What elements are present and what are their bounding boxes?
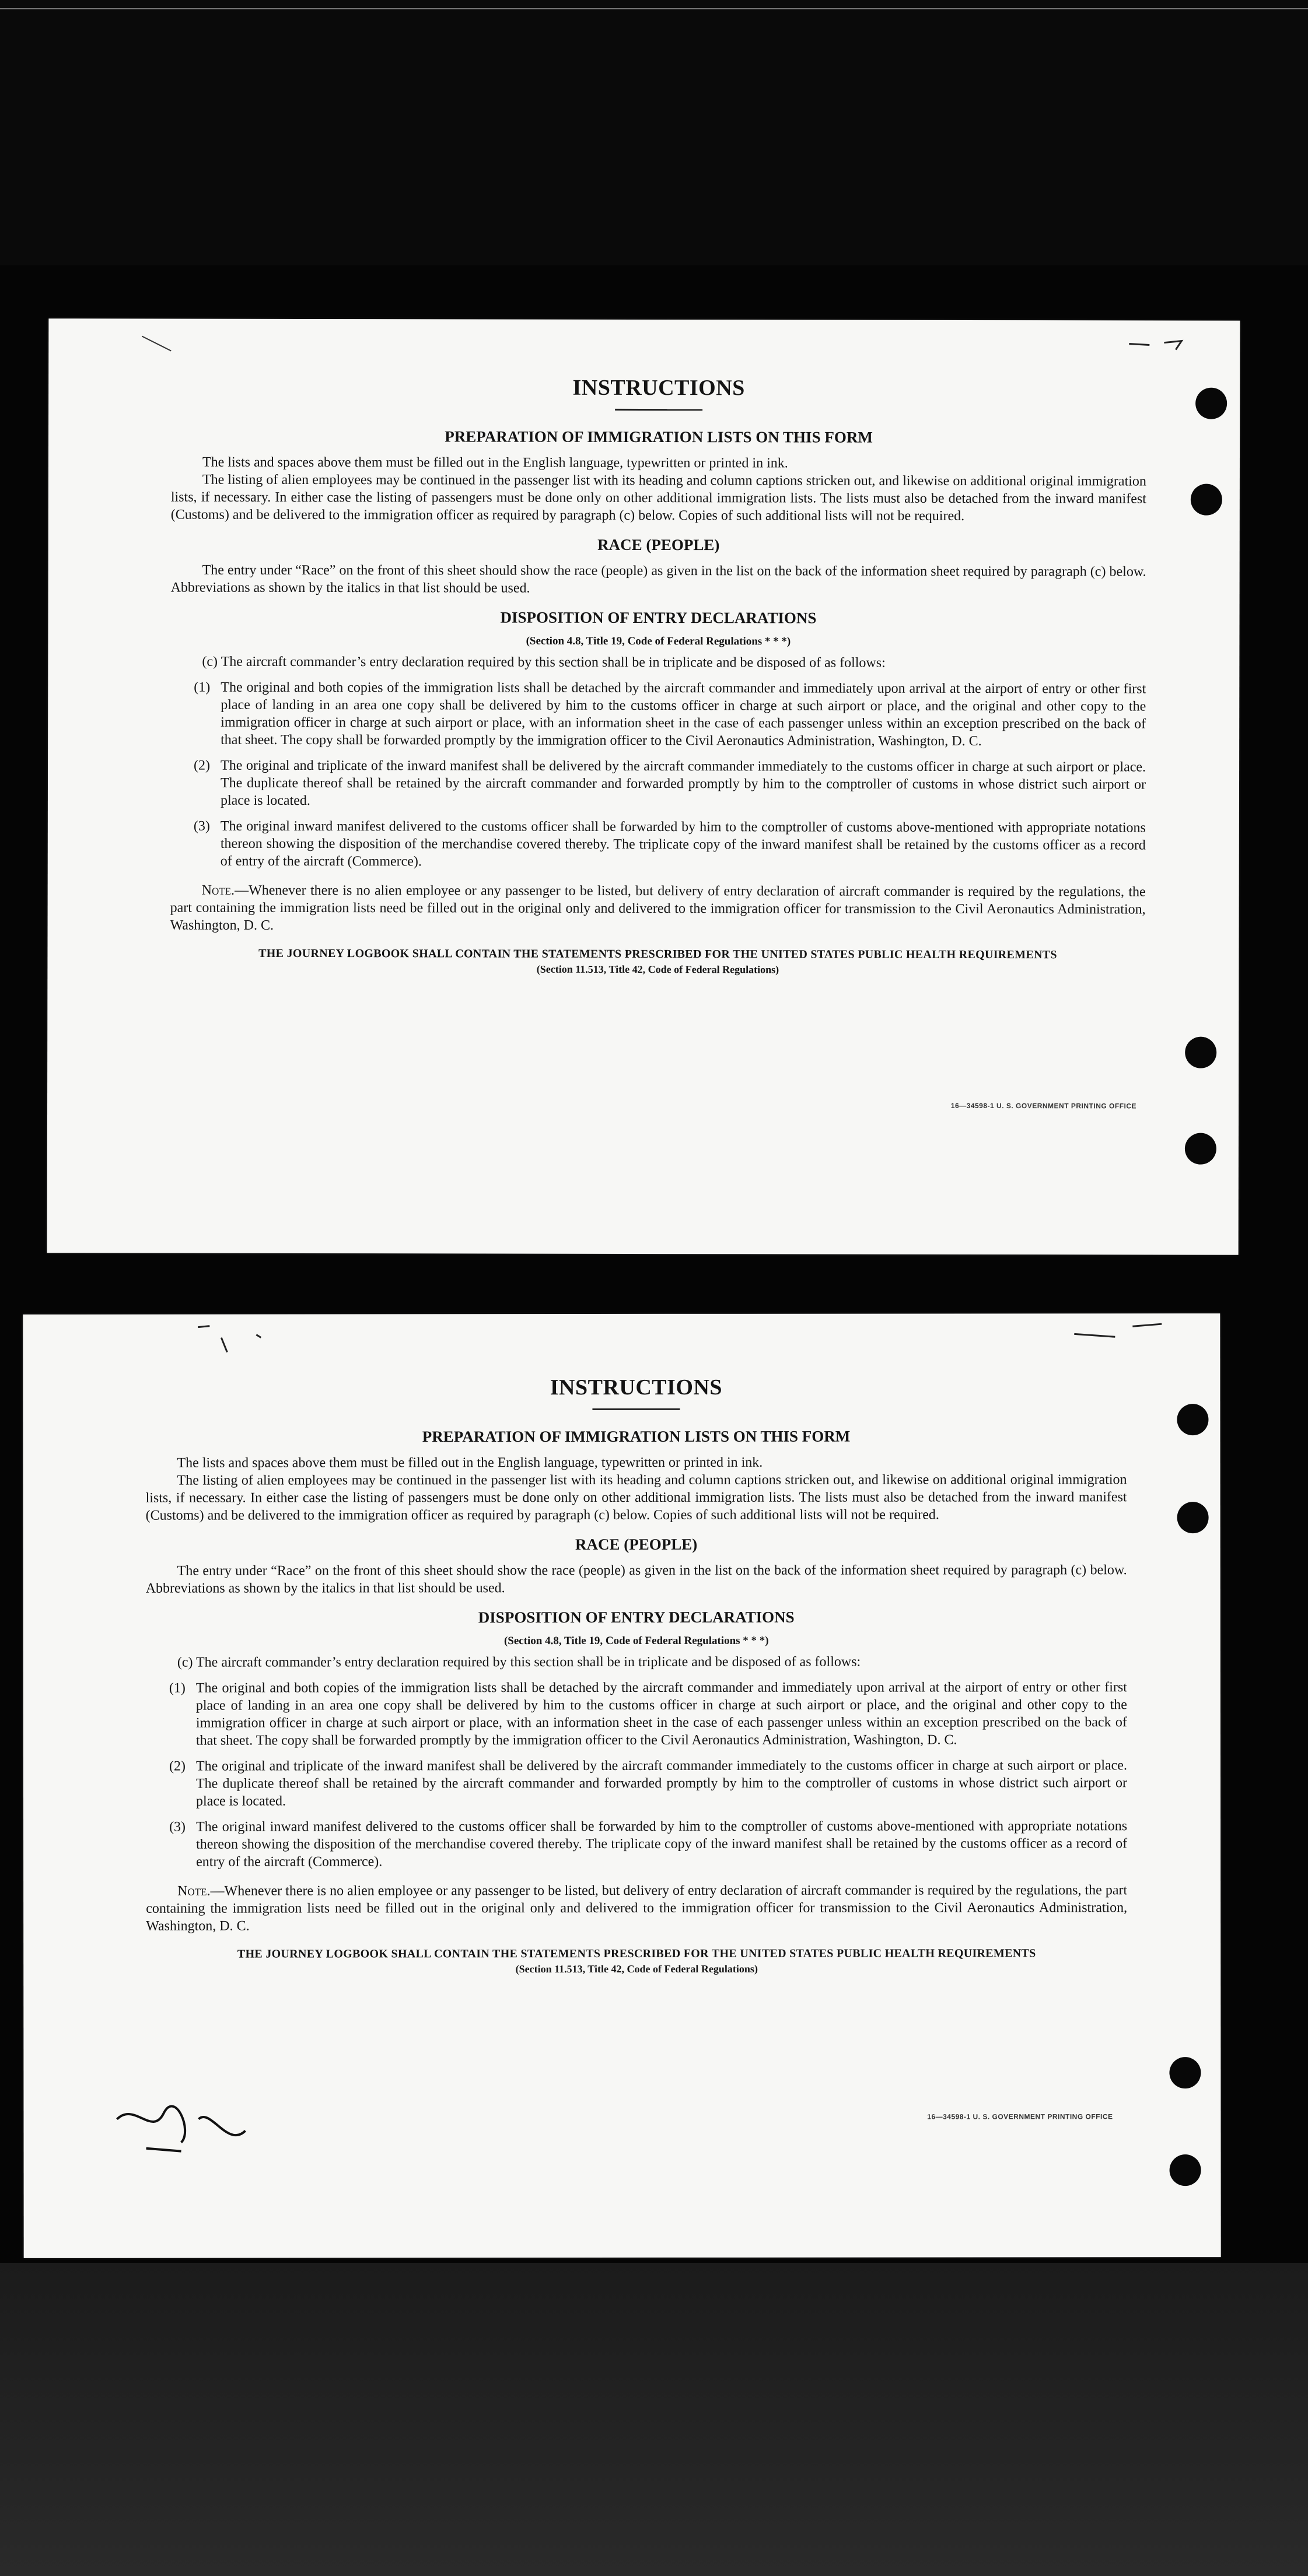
- health-citation: (Section 11.513, Title 42, Code of Federal Regulations): [536, 963, 779, 976]
- page-title: INSTRUCTIONS: [572, 375, 745, 401]
- section-heading-preparation: PREPARATION OF IMMIGRATION LISTS ON THIS FORM: [445, 427, 873, 446]
- title-underline: [592, 1408, 680, 1410]
- note-paragraph: [170, 882, 1146, 936]
- corner-mark: [1123, 332, 1187, 355]
- section-heading-disposition: DISPOSITION OF ENTRY DECLARATIONS: [500, 608, 817, 627]
- document-sheet-1: [47, 318, 1240, 1255]
- item-number: (2): [194, 758, 211, 773]
- punch-hole: [1185, 1133, 1216, 1165]
- punch-hole: [1170, 2154, 1201, 2186]
- scanner-background-top: [0, 0, 1308, 265]
- scanner-background-bottom: [0, 2263, 1308, 2576]
- punch-hole: [1191, 484, 1222, 516]
- item-number: (1): [194, 679, 211, 695]
- item-number: (1): [169, 1680, 186, 1696]
- punch-hole: [1195, 388, 1227, 419]
- pencil-mark: [186, 1320, 291, 1355]
- instructions-content: [170, 374, 1146, 977]
- note-label: Note.: [177, 1883, 211, 1899]
- instructions-content: [145, 1374, 1127, 1975]
- item-text: The original and both copies of the immigration lists shall be detached by the aircraft commander and immediately upon arrival at the airport of entry or other first place of landing in an area one copy shall be delivered by him to the customs officer in charge at such airport or place, and the original and other copy to the immigration officer in charge at such airport or place, with an information sheet in the case of each passenger unless within an exception prescribed on the back of that sheet. The copy shall be forwarded promptly by the immigration officer to the Civil Aeronautics Administration, Washington, D. C.: [195, 1680, 1127, 1748]
- item-text: The original inward manifest delivered to the customs officer shall be forwarded by him to the comptroller of customs above-mentioned with appropriate notations thereon showing the disposition of the merchandise covered thereby. The triplicate copy of the inward manifest shall be retained by the customs officer as a record of entry of the aircraft (Commerce).: [196, 1818, 1128, 1870]
- scan-edge-line: [0, 8, 1308, 9]
- paragraph: The listing of alien employees may be continued in the passenger list with its heading and column captions stricken out, and likewise on additional original immigration lists, if necessary. In either case the listing of passengers must be done only on other additional immigration lists. The lists must also be detached from the inward manifest (Customs) and be delivered to the immigration officer as required by paragraph (c) below. Copies of such additional lists will not be required.: [170, 472, 1146, 524]
- paragraph: The lists and spaces above them must be filled out in the English language, typewritten or printed in ink.: [177, 1455, 763, 1471]
- paragraph: The listing of alien employees may be continued in the passenger list with its heading and column captions stricken out, and likewise on additional original immigration lists, if necessary. In either case the listing of passengers must be done only on other additional immigration lists. The lists must also be detached from the inward manifest (Customs) and be delivered to the immigration officer as required by paragraph (c) below. Copies of such additional lists will not be required.: [145, 1472, 1127, 1523]
- health-requirements-heading: THE JOURNEY LOGBOOK SHALL CONTAIN THE STATEMENTS PRESCRIBED FOR THE UNITED STATES PUBLIC HEALTH REQUIREMENTS: [237, 1947, 1036, 1961]
- punch-hole: [1169, 2057, 1201, 2088]
- paragraph-intro: (c) The aircraft commander’s entry declaration required by this section shall be in triplicate and be disposed of as follows:: [202, 654, 886, 671]
- note-text: —Whenever there is no alien employee or any passenger to be listed, but delivery of entry declaration of aircraft commander is required by the regulations, the part containing the immigration lists need be filled out in the original only and delivered to the immigration officer for transmission to the Civil Aeronautics Administration, Washington, D. C.: [146, 1883, 1128, 1934]
- list-item: [169, 1678, 1127, 1749]
- list-item: [194, 757, 1146, 811]
- pencil-mark: [136, 330, 206, 359]
- section-heading-race: RACE (PEOPLE): [575, 1535, 698, 1554]
- punch-hole: [1185, 1037, 1216, 1068]
- page-title: INSTRUCTIONS: [550, 1375, 723, 1400]
- regulation-citation: (Section 4.8, Title 19, Code of Federal Regulations * * *): [503, 1634, 769, 1648]
- regulation-citation: (Section 4.8, Title 19, Code of Federal Regulations * * *): [526, 635, 791, 648]
- list-item: [169, 1817, 1127, 1870]
- paragraph: The entry under “Race” on the front of this sheet should show the race (people) as given in the list on the back of the information sheet required by paragraph (c) below. Abbreviations as shown by the italics in that list should be used.: [145, 1562, 1127, 1596]
- item-text: The original and triplicate of the inward manifest shall be delivered by the aircraft commander immediately to the customs officer in charge at such airport or place. The duplicate thereof shall be retained by the aircraft commander and forwarded promptly by him to the comptroller of customs in whose district such airport or place is located.: [195, 1758, 1128, 1809]
- paragraph-intro: (c) The aircraft commander’s entry declaration required by this section shall be in triplicate and be disposed of as follows:: [177, 1654, 861, 1670]
- item-text: The original and both copies of the immigration lists shall be detached by the aircraft commander and immediately upon arrival at the airport of entry or other first place of landing in an area one copy shall be delivered by him to the customs officer in charge at such airport or place, and the original and other copy to the immigration officer in charge at such airport or place, with an information sheet in the case of each passenger unless within an exception prescribed on the back of that sheet. The copy shall be forwarded promptly by the immigration officer to the Civil Aeronautics Administration, Washington, D. C.: [221, 679, 1146, 749]
- list-item: [194, 818, 1146, 872]
- list-item: [169, 1757, 1127, 1810]
- section-heading-disposition: DISPOSITION OF ENTRY DECLARATIONS: [478, 1608, 795, 1627]
- item-number: (3): [193, 818, 210, 834]
- handwritten-signature: [111, 2096, 263, 2160]
- punch-hole: [1177, 1502, 1209, 1533]
- punch-hole: [1177, 1404, 1208, 1435]
- printing-office-code: 16—34598-1 U. S. GOVERNMENT PRINTING OFFICE: [927, 2112, 1113, 2121]
- item-number: (2): [169, 1758, 186, 1774]
- title-underline: [615, 409, 702, 411]
- section-heading-race: RACE (PEOPLE): [597, 535, 720, 554]
- item-text: The original and triplicate of the inward manifest shall be delivered by the aircraft commander immediately to the customs officer in charge at such airport or place. The duplicate thereof shall be retained by the aircraft commander and forwarded promptly by him to the comptroller of customs in whose district such airport or place is located.: [220, 758, 1146, 809]
- health-requirements-heading: THE JOURNEY LOGBOOK SHALL CONTAIN THE STATEMENTS PRESCRIBED FOR THE UNITED STATES PUBLIC HEALTH REQUIREMENTS: [258, 947, 1057, 962]
- note-text: —Whenever there is no alien employee or any passenger to be listed, but delivery of entry declaration of aircraft commander is required by the regulations, the part containing the immigration lists need be filled out in the original only and delivered to the immigration officer for transmission to the Civil Aeronautics Administration, Washington, D. C.: [170, 882, 1146, 933]
- paragraph: The entry under “Race” on the front of this sheet should show the race (people) as given in the list on the back of the information sheet required by paragraph (c) below. Abbreviations as shown by the italics in that list should be used.: [170, 562, 1146, 596]
- item-number: (3): [169, 1819, 186, 1835]
- section-heading-preparation: PREPARATION OF IMMIGRATION LISTS ON THIS FORM: [422, 1427, 851, 1446]
- corner-mark: [1062, 1319, 1167, 1343]
- paragraph: The lists and spaces above them must be filled out in the English language, typewritten or printed in ink.: [202, 454, 788, 471]
- item-text: The original inward manifest delivered to the customs officer shall be forwarded by him to the comptroller of customs above-mentioned with appropriate notations thereon showing the disposition of the merchandise covered thereby. The triplicate copy of the inward manifest shall be retained by the customs officer as a record of entry of the aircraft (Commerce).: [220, 818, 1146, 870]
- health-citation: (Section 11.513, Title 42, Code of Federal Regulations): [515, 1962, 758, 1975]
- note-label: Note.: [201, 882, 235, 898]
- document-sheet-2: [23, 1313, 1220, 2258]
- note-paragraph: [146, 1881, 1127, 1934]
- list-item: [194, 679, 1146, 751]
- printing-office-code: 16—34598-1 U. S. GOVERNMENT PRINTING OFFICE: [950, 1101, 1137, 1110]
